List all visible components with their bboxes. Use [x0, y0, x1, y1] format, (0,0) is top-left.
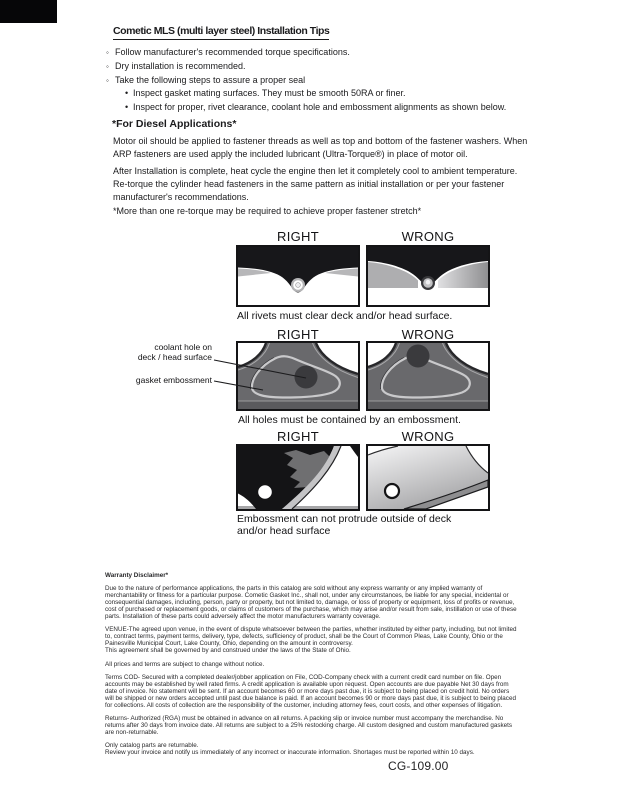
page-title: Cometic MLS (multi layer steel) Installation Tips	[113, 25, 329, 40]
rivet-right-label: RIGHT	[277, 229, 319, 244]
diagram-rivet-wrong-graphic	[366, 245, 490, 307]
protrude-caption-line1: Embossment can not protrude outside of deck	[237, 513, 452, 525]
sub-tip-item	[125, 101, 538, 115]
tip-text: Take the following steps to assure a proper seal	[115, 74, 306, 85]
sub-bullet-icon: •	[125, 102, 129, 113]
diagram-rivet-right-graphic	[236, 245, 360, 307]
diagram-embossment-wrong-graphic	[366, 341, 490, 411]
legal-block	[105, 573, 519, 757]
coolant-hole-label-line2: deck / head surface	[137, 352, 212, 362]
returns-paragraph: Returns- Authorized (RGA) must be obtained in advance on all returns. A packing slip or invoice number must accompany the merchandise. No returns after 30 days from invoice date. All returns are subject to a 25% restocking charge. All custom designed and custom manufactured gaskets are non-returnable.	[105, 715, 513, 736]
scan-artifact	[0, 0, 57, 23]
gasket-embossment-label: gasket embossment	[135, 375, 212, 385]
protrude-wrong-label: WRONG	[401, 429, 455, 444]
tip-text: Dry installation is recommended.	[115, 60, 246, 71]
page-code: CG-109.00	[388, 759, 449, 773]
tips-list	[106, 46, 538, 115]
coolant-hole-label-line1: coolant hole on	[154, 342, 212, 352]
venue-paragraph: VENUE-The agreed upon venue, in the event of dispute whatsoever between the parties, whether instituted by either party, including, but not limited to, contract terms, payment terms, delivery, type, defects, sufficiency of product, shall be the Court of Common Pleas, Lake County, Ohio or the Painesville Municipal Court, Lake County, Ohio, depending on the amount in controversy.	[105, 626, 517, 648]
review-invoice-line: Review your invoice and notify us immediately of any incorrect or inaccurate information. Shortages must be reported within 10 days.	[105, 749, 475, 757]
warranty-heading: Warranty Disclaimer*	[105, 572, 169, 579]
sub-tip-text: Inspect for proper, rivet clearance, coolant hole and embossment alignments as shown below.	[133, 102, 507, 113]
sub-bullet-icon: •	[125, 88, 129, 99]
bullet-icon: ◦	[106, 75, 109, 85]
protrude-caption-line2: and/or head surface	[237, 525, 331, 537]
embossment-caption: All holes must be contained by an embossment.	[238, 414, 461, 426]
governing-law-line: This agreement shall be governed by and construed under the laws of the State of Ohio.	[105, 647, 351, 655]
warranty-paragraph: Due to the nature of performance applications, the parts in this catalog are sold without any express warranty or any implied warranty of merchantability or fitness for a particular purpose. Cometic Gasket Inc., shall not, under any circumstances, be liable for any special, incidental or consequential damages, including, person, party or property, but not limited to, damage, or loss of property or equipment, loss of profits or revenue, cost of purchased or replacement goods, or claims of customers of the purchase, which may arise and/or result from sale, instillation or use of these parts. Installation of these parts could adversely affect the motor manufacturers warranty coverage.	[105, 585, 517, 621]
bullet-icon: ◦	[106, 48, 109, 57]
tip-item	[106, 74, 538, 88]
tip-item	[106, 60, 538, 74]
diesel-paragraph-1: Motor oil should be applied to fastener threads as well as top and bottom of the fastener washers. When ARP fasteners are used apply the included lubricant (Ultra-Torque®) in place of motor oil.	[113, 136, 528, 160]
diagram-protrude-wrong-graphic	[366, 444, 490, 511]
emboss-wrong-label: WRONG	[401, 327, 455, 342]
prices-line: All prices and terms are subject to change without notice.	[105, 660, 265, 668]
emboss-right-label: RIGHT	[277, 327, 319, 342]
diagram-protrude-right-graphic	[236, 444, 360, 511]
sub-tip-text: Inspect gasket mating surfaces. They must be smooth 50RA or finer.	[133, 88, 406, 99]
catalog-returnable-line: Only catalog parts are returnable.	[105, 742, 199, 750]
rivet-caption: All rivets must clear deck and/or head surface.	[237, 310, 453, 322]
bullet-icon: ◦	[106, 61, 109, 71]
sub-tip-item	[125, 87, 538, 101]
protrude-right-label: RIGHT	[277, 429, 319, 444]
diesel-heading: *For Diesel Applications*	[112, 118, 237, 130]
diesel-paragraph-2: After Installation is complete, heat cycle the engine then let it completely cool to ambient temperature. Re-torque the cylinder head fasteners in the same pattern as initial installation or per your fastener manufacturer's recommendations.	[113, 166, 518, 203]
leader-lines-graphic	[213, 349, 313, 395]
tip-text: Follow manufacturer's recommended torque specifications.	[115, 47, 350, 57]
tip-item	[106, 46, 538, 60]
coolant-hole-label	[96, 342, 212, 362]
rivet-wrong-label: WRONG	[401, 229, 455, 244]
retorque-note: *More than one re-torque may be required to achieve proper fastener stretch*	[113, 206, 422, 216]
terms-paragraph: Terms COD- Secured with a completed dealer/jobber application on File, COD-Company check with a current credit card number on file. Open accounts may be established by well rated firms. A credit application is available upon request. Open accounts are due payable Net 30 days from date of invoice. No statement will be sent. If an account becomes 60 or more days past due, it is subject to being placed on credit hold. No orders will be shipped or new orders accepted until past due balance is paid. If an account becomes 90 or more days past due, it is subject to being placed for collections. All costs of collection are the responsibility of the customer, including attorney fees, court costs, and other expenses of litigation.	[105, 673, 516, 709]
